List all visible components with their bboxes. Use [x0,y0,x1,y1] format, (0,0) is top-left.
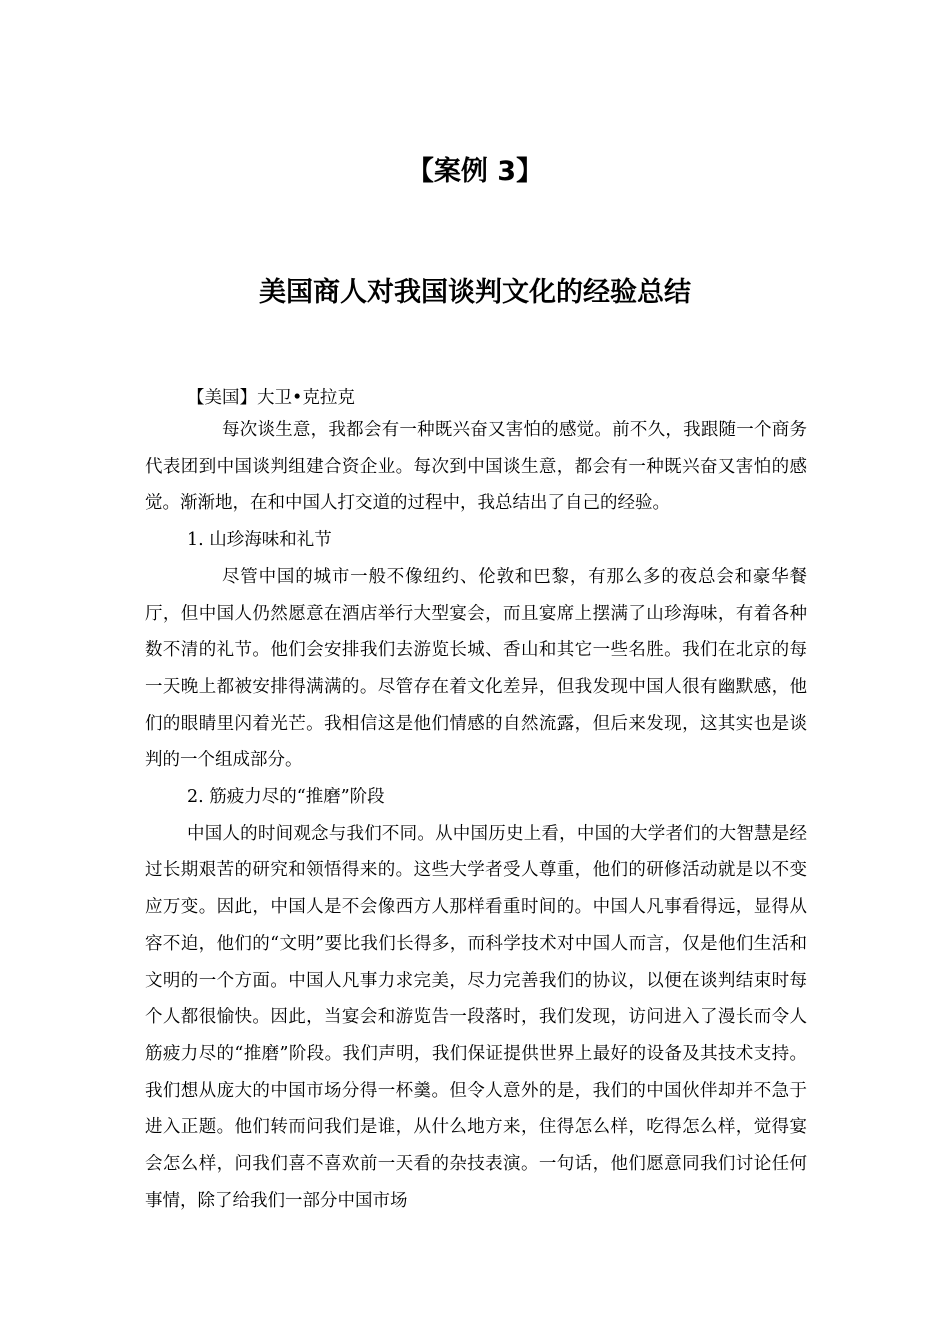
section-1-paragraph: 尽管中国的城市一般不像纽约、伦敦和巴黎，有那么多的夜总会和豪华餐厅，但中国人仍然愿意在酒店举行大型宴会，而且宴席上摆满了山珍海味，有着各种数不清的礼节。他们会安排我们去游览长城、香山和其它一些名胜。我们在北京的每一天晚上都被安排得满满的。尽管存在着文化差异，但我发现中国人很有幽默感，他们的眼睛里闪着光芒。我相信这是他们情感的自然流露，但后来发现，这其实也是谈判的一个组成部分。 [145,566,807,771]
section-2-paragraph: 中国人的时间观念与我们不同。从中国历史上看，中国的大学者们的大智慧是经过长期艰苦的研究和领悟得来的。这些大学者受人尊重，他们的研修活动就是以不变应万变。因此，中国人是不会像西方人那样看重时间的。中国人凡事看得远，显得从容不迫，他们的“文明”要比我们长得多，而科学技术对中国人而言，仅是他们生活和文明的一个方面。中国人凡事力求完美，尽力完善我们的协议，以便在谈判结束时每个人都很愉快。因此，当宴会和游览告一段落时，我们发现，访问进入了漫长而令人筋疲力尽的“推磨”阶段。我们声明，我们保证提供世界上最好的设备及其技术支持。我们想从庞大的中国市场分得一杯羹。但令人意外的是，我们的中国伙伴却并不急于进入正题。他们转而问我们是谁，从什么地方来，住得怎么样，吃得怎么样，觉得宴会怎么样，问我们喜不喜欢前一天看的杂技表演。一句话，他们愿意同我们讨论任何事情，除了给我们一部分中国市场 [145,823,807,1211]
section-2-heading: 2. 筋疲力尽的“推磨”阶段 [187,787,385,808]
case-label: 【案例 3】 [406,156,544,187]
intro-paragraph: 每次谈生意，我都会有一种既兴奋又害怕的感觉。前不久，我跟随一个商务代表团到中国谈判组建合资企业。每次到中国谈生意，都会有一种既兴奋又害怕的感觉。渐渐地，在和中国人打交道的过程中，我总结出了自己的经验。 [145,420,807,514]
document-body [145,412,807,1219]
document-title: 美国商人对我国谈判文化的经验总结 [259,277,691,308]
section-1-heading: 1. 山珍海味和礼节 [187,530,332,551]
author-line: 【美国】大卫•克拉克 [187,388,355,408]
